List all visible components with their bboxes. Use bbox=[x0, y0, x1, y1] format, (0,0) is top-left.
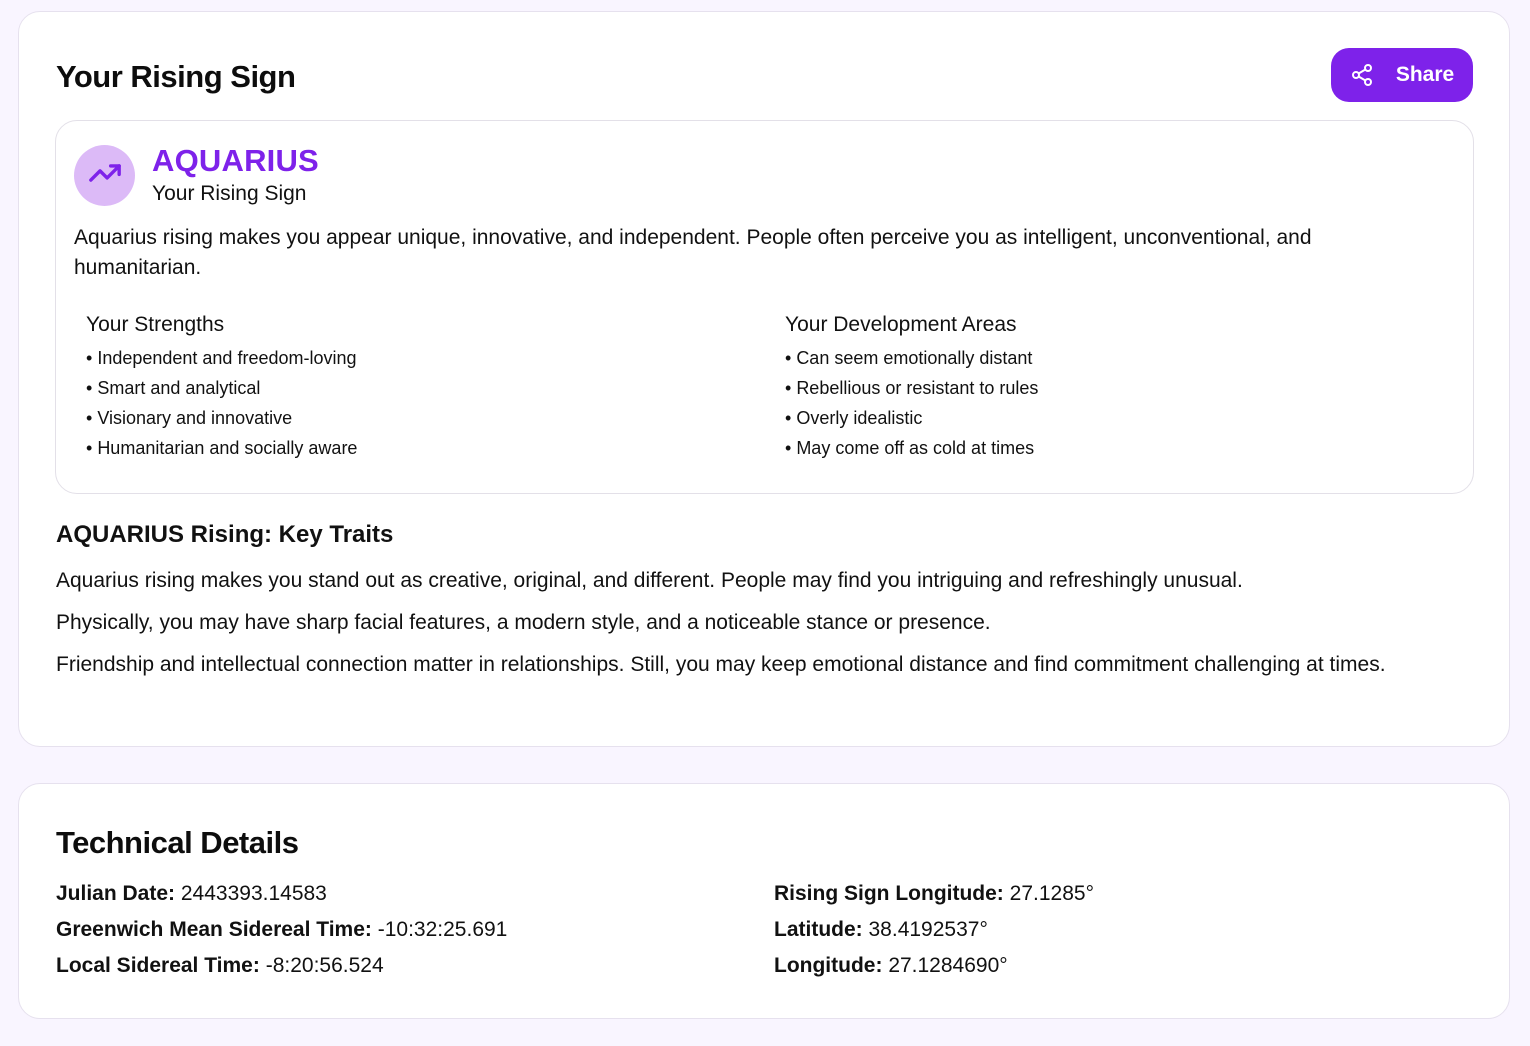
lst-row bbox=[56, 954, 384, 978]
sign-avatar bbox=[74, 145, 135, 206]
technical-title: Technical Details bbox=[56, 825, 299, 860]
key-traits-heading: AQUARIUS Rising: Key Traits bbox=[56, 521, 394, 548]
list-item: • Can seem emotionally distant bbox=[785, 343, 1038, 373]
trending-up-icon bbox=[88, 156, 122, 195]
strengths-heading: Your Strengths bbox=[86, 313, 225, 336]
row-label: Latitude: bbox=[774, 918, 863, 941]
list-item: • Independent and freedom-loving bbox=[86, 343, 357, 373]
rising-longitude-row bbox=[774, 882, 1094, 906]
development-heading: Your Development Areas bbox=[785, 313, 1017, 336]
share-icon bbox=[1350, 63, 1374, 87]
strengths-section bbox=[86, 313, 357, 463]
row-value: 2443393.14583 bbox=[180, 882, 327, 905]
list-item: • May come off as cold at times bbox=[785, 433, 1038, 463]
julian-date-row bbox=[56, 882, 327, 906]
list-item: • Humanitarian and socially aware bbox=[86, 433, 357, 463]
row-label: Longitude: bbox=[774, 954, 883, 977]
row-value: 27.1285° bbox=[1009, 882, 1094, 905]
key-trait-paragraph: Physically, you may have sharp facial features, a modern style, and a noticeable stance or presence. bbox=[56, 611, 991, 634]
rising-sign-card bbox=[18, 11, 1510, 747]
technical-details-card bbox=[18, 783, 1510, 1019]
row-label: Local Sidereal Time: bbox=[56, 954, 260, 977]
row-label: Greenwich Mean Sidereal Time: bbox=[56, 918, 372, 941]
sign-description: Aquarius rising makes you appear unique, innovative, and independent. People often perceive you as intelligent, unconventional, and humanitarian. bbox=[74, 226, 1312, 279]
page-title: Your Rising Sign bbox=[56, 59, 296, 94]
strengths-list bbox=[86, 343, 357, 463]
gmst-row bbox=[56, 918, 507, 942]
list-item: • Smart and analytical bbox=[86, 373, 357, 403]
row-value: 38.4192537° bbox=[868, 918, 988, 941]
list-item: • Visionary and innovative bbox=[86, 403, 357, 433]
list-item: • Overly idealistic bbox=[785, 403, 1038, 433]
longitude-row bbox=[774, 954, 1008, 978]
row-value: 27.1284690° bbox=[888, 954, 1008, 977]
row-label: Rising Sign Longitude: bbox=[774, 882, 1004, 905]
sign-name: AQUARIUS bbox=[152, 143, 319, 178]
row-label: Julian Date: bbox=[56, 882, 176, 905]
list-item: • Rebellious or resistant to rules bbox=[785, 373, 1038, 403]
key-trait-paragraph: Aquarius rising makes you stand out as creative, original, and different. People may find you intriguing and refreshingly unusual. bbox=[56, 569, 1243, 592]
share-button[interactable] bbox=[1331, 48, 1473, 102]
row-value: -8:20:56.524 bbox=[265, 954, 384, 977]
development-section bbox=[785, 313, 1038, 463]
share-label: Share bbox=[1395, 63, 1455, 86]
sign-summary-box bbox=[55, 120, 1474, 494]
sign-subtitle: Your Rising Sign bbox=[152, 182, 307, 205]
key-trait-paragraph: Friendship and intellectual connection matter in relationships. Still, you may keep emotional distance and find commitment challenging at times. bbox=[56, 653, 1386, 676]
development-list bbox=[785, 343, 1038, 463]
row-value: -10:32:25.691 bbox=[377, 918, 508, 941]
latitude-row bbox=[774, 918, 988, 942]
